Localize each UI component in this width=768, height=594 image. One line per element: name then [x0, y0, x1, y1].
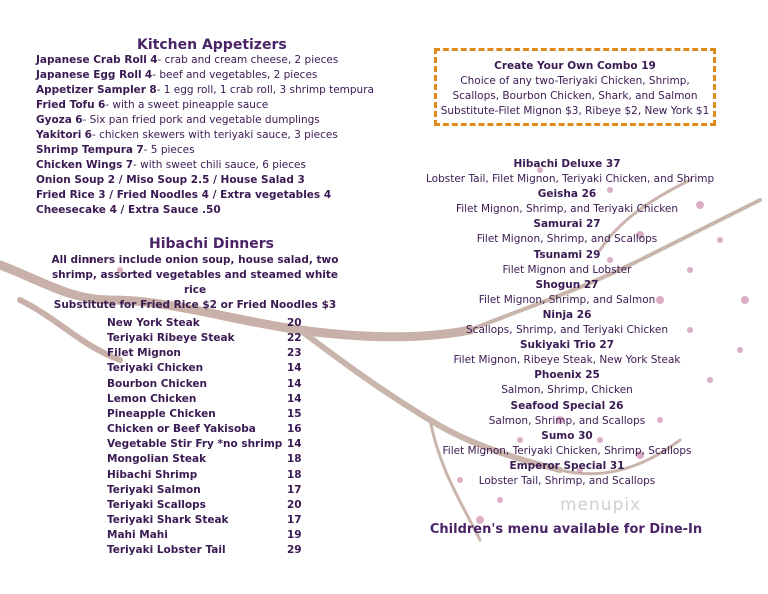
appetizer-name: Japanese Egg Roll: [36, 69, 142, 81]
appetizers-title: Kitchen Appetizers: [137, 37, 287, 53]
appetizer-name: Gyoza: [36, 114, 72, 126]
hibachi-item: Vegetable Stir Fry *no shrimp 14: [107, 438, 302, 451]
appetizer-name: Yakitori: [36, 129, 82, 141]
special-name: Ninja 26: [542, 308, 592, 321]
special-name: Geisha 26: [537, 188, 597, 201]
hibachi-item: Mahi Mahi 19: [107, 529, 302, 542]
hibachi-item: Filet Mignon 23: [107, 347, 302, 360]
hibachi-item: Chicken or Beef Yakisoba 16: [107, 423, 302, 436]
hibachi-item: New York Steak 20: [107, 317, 302, 329]
appetizer-item: [36, 68, 386, 83]
appetizer-item: [36, 53, 386, 68]
appetizer-desc: - 5 pieces: [143, 144, 195, 156]
appetizer-desc: - beef and vegetables, 2 pieces: [152, 69, 318, 81]
combo-line: Scallops, Bourbon Chicken, Shark, and Salmon: [452, 90, 698, 102]
appetizer-price: 6: [84, 129, 92, 141]
appetizer-desc: - with a sweet pineapple sauce: [105, 99, 269, 111]
special-name: Shogun 27: [535, 278, 599, 291]
special-desc: Filet Mignon, Shrimp, and Scallops: [476, 233, 658, 246]
appetizer-item: [36, 158, 386, 173]
appetizer-price: 7: [125, 159, 134, 171]
hibachi-item: Hibachi Shrimp 18: [107, 468, 302, 481]
special-name: Tsunami 29: [533, 248, 601, 261]
combo-line: Choice of any two-Teriyaki Chicken, Shrimp,: [460, 75, 690, 87]
hibachi-item: Bourbon Chicken 14: [107, 377, 302, 390]
special-desc: Lobster Tail, Filet Mignon, Teriyaki Chicken, and Shrimp: [426, 173, 715, 186]
hibachi-intro: All dinners include onion soup, house salad, two shrimp, assorted vegetables and steamed white rice Substitute for Fried Rice $2 or Fried Noodles $3: [51, 254, 339, 311]
appetizer-extras: Cheesecake 4 / Extra Sauce .50: [36, 204, 221, 216]
appetizer-desc: - with sweet chili sauce, 6 pieces: [133, 159, 306, 171]
hibachi-item: Mongolian Steak 18: [107, 453, 302, 466]
specials-list: [426, 157, 715, 489]
children-menu-note: Children's menu available for Dine-In: [429, 522, 703, 537]
special-name: Sumo 30: [541, 429, 593, 442]
appetizer-price: 8: [149, 84, 157, 96]
special-desc: Filet Mignon, Shrimp, and Teriyaki Chicken: [455, 203, 679, 216]
special-desc: Salmon, Shrimp, and Scallops: [488, 414, 646, 427]
special-name: Phoenix 25: [534, 369, 600, 382]
appetizer-extras: Fried Rice 3 / Fried Noodles 4 / Extra vegetables 4: [36, 189, 332, 201]
appetizer-item: [36, 143, 386, 158]
special-name: Emperor Special 31: [509, 459, 625, 472]
appetizer-desc: - 1 egg roll, 1 crab roll, 3 shrimp tempura: [156, 84, 374, 96]
appetizer-price: 4: [150, 54, 158, 66]
appetizer-item: [36, 128, 386, 143]
special-desc: Filet Mignon and Lobster: [502, 263, 632, 276]
appetizer-name: Japanese Crab Roll: [36, 54, 147, 66]
hibachi-title: Hibachi Dinners: [149, 236, 275, 252]
special-desc: Lobster Tail, Shrimp, and Scallops: [478, 474, 656, 487]
hibachi-item: Lemon Chicken 14: [107, 392, 302, 405]
hibachi-item: Teriyaki Shark Steak 17: [107, 514, 302, 527]
appetizers-list: [36, 53, 386, 218]
special-desc: Scallops, Shrimp, and Teriyaki Chicken: [466, 324, 668, 337]
appetizer-desc: - Six pan fried pork and vegetable dumplings: [82, 114, 320, 126]
appetizer-extras: Onion Soup 2 / Miso Soup 2.5 / House Salad 3: [36, 174, 305, 186]
hibachi-item: Teriyaki Ribeye Steak 22: [107, 332, 302, 345]
hibachi-item: Teriyaki Chicken 14: [107, 362, 302, 375]
appetizer-desc: - crab and cream cheese, 2 pieces: [157, 54, 339, 66]
appetizer-price: 7: [136, 144, 144, 156]
hibachi-item: Teriyaki Lobster Tail 29: [107, 544, 302, 557]
special-desc: Filet Mignon, Ribeye Steak, New York Steak: [453, 354, 681, 367]
special-desc: Filet Mignon, Teriyaki Chicken, Shrimp, Scallops: [442, 444, 692, 457]
special-desc: Salmon, Shrimp, Chicken: [501, 384, 633, 397]
appetizer-price: 6: [97, 99, 106, 111]
appetizer-name: Shrimp Tempura: [36, 144, 134, 156]
appetizer-desc: - chicken skewers with teriyaki sauce, 3 pieces: [91, 129, 338, 141]
combo-title: Create Your Own Combo 19: [494, 60, 656, 72]
hibachi-item: Teriyaki Salmon 17: [107, 483, 302, 496]
appetizer-item: [36, 83, 386, 98]
special-name: Seafood Special 26: [510, 399, 624, 412]
special-name: Sukiyaki Trio 27: [519, 339, 615, 352]
appetizer-item: [36, 98, 386, 113]
hibachi-item: Teriyaki Scallops 20: [107, 498, 302, 511]
combo-line: Substitute-Filet Mignon $3, Ribeye $2, New York $1: [440, 105, 710, 117]
appetizer-item: [36, 113, 386, 128]
special-name: Hibachi Deluxe 37: [513, 158, 621, 170]
combo-box: [434, 48, 716, 126]
appetizer-name: Chicken Wings: [36, 159, 123, 171]
hibachi-list: [107, 316, 307, 559]
hibachi-item: Pineapple Chicken 15: [107, 407, 302, 420]
watermark: menupix: [560, 495, 642, 515]
special-desc: Filet Mignon, Shrimp, and Salmon: [478, 293, 656, 306]
special-name: Samurai 27: [533, 218, 601, 231]
appetizer-name: Fried Tofu: [36, 99, 95, 111]
appetizer-name: Appetizer Sampler: [36, 84, 146, 96]
appetizer-price: 4: [144, 69, 153, 81]
appetizer-price: 6: [75, 114, 83, 126]
